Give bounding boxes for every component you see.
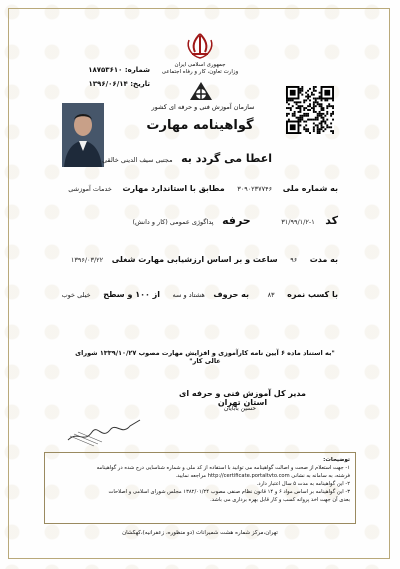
holder-name: مجتبی سیف الدینی خالقی xyxy=(102,156,173,164)
score-scale: از ۱۰۰ و سطح xyxy=(103,290,160,299)
director-name: حسین بابایان xyxy=(223,405,257,412)
certificate-title: گواهینامه مهارت xyxy=(146,118,254,133)
duration-suffix: ساعت و بر اساس ارزشیابی مهارت شغلی xyxy=(111,255,278,264)
trade-value: پداگوژی عمومی (کار و دانش) xyxy=(132,218,214,226)
code-value: ۱-۳۱/۹۹/۱/۲ xyxy=(281,218,315,226)
duration-value: ۹۶ xyxy=(290,256,298,264)
national-id-row xyxy=(68,184,338,193)
header-lines xyxy=(150,62,250,76)
skill-level: خیلی خوب xyxy=(61,291,91,299)
score-words-label: به حروف xyxy=(213,290,250,299)
date-value: ۱۳۹۶/۰۶/۱۴ xyxy=(88,80,128,88)
issue-date xyxy=(89,80,151,88)
legal-article: "به استناد ماده ۶ آیین نامه کارآموزی و افزایش مهارت مصوب ۱۳۳۹/۱۰/۲۷ شورای عالی کار" xyxy=(75,349,335,365)
iran-emblem-icon xyxy=(184,32,216,60)
notes-item: ۲- این گواهینامه به مدت ۵ سال اعتبار دارد. xyxy=(256,481,350,487)
serial-label: شماره: xyxy=(124,66,150,74)
notes-item: فرشته، به سامانه به نشانی http://certificate.portaltvto.com مراجعه نمایید. xyxy=(175,473,350,479)
signature-icon xyxy=(64,410,144,450)
qr-code-icon xyxy=(286,86,334,134)
notes-box xyxy=(44,452,356,524)
tvto-logo-icon xyxy=(188,80,214,104)
trade-label: حرفه xyxy=(222,214,251,227)
national-id-value: ۳۰۹۰۲۳۷۷۴۶ xyxy=(237,185,273,193)
serial-value: ۱۸۷۵۳۶۱۰ xyxy=(88,66,123,74)
organization-name: سازمان آموزش فنی و حرفه ای کشور xyxy=(151,103,255,111)
score-row xyxy=(62,290,338,299)
director-title: مدیر کل آموزش فنی و حرفه ای استان تهران xyxy=(179,389,306,407)
score-label: با کسب نمره xyxy=(287,290,338,299)
duration-row xyxy=(71,255,338,264)
header-line-country: جمهوری اسلامی ایران xyxy=(174,62,226,68)
serial-number xyxy=(88,66,150,74)
holder-photo xyxy=(62,103,104,167)
header-line-ministry: وزارت تعاون، کار و رفاه اجتماعی xyxy=(161,69,239,75)
granted-label: اعطا می گردد به xyxy=(181,152,272,165)
date-label: تاریخ: xyxy=(130,80,150,88)
national-id-label: به شماره ملی xyxy=(282,184,338,193)
evaluation-date: ۱۳۹۶/۰۳/۲۲ xyxy=(70,256,104,264)
code-row xyxy=(132,214,338,227)
granted-row xyxy=(102,152,272,165)
code-label: کد xyxy=(325,214,338,227)
center-address: تهران،مرکز شماره هشت شمیرانات (دو منظوره، زعفرانیه)،کهکشان xyxy=(122,530,278,536)
score-value: ۸۳ xyxy=(267,291,275,299)
standard-label: مطابق با استاندارد مهارت xyxy=(122,184,225,193)
notes-title: توضیحات: xyxy=(323,457,350,463)
notes-item: ۳- این گواهینامه بر اساس مواد ۶ و ۱۴ قانون نظام صنفی مصوب ۱۳۸۲/۰۱/۲۴ مجلس شورای اسلامی و اصلاحات xyxy=(108,489,350,495)
notes-item: ۱- جهت استعلام از صحت و اصالت گواهینامه می توانید با استفاده از کد ملی و شماره شناسایی درج شده در گواهینامه xyxy=(96,465,350,471)
duration-label: به مدت xyxy=(309,255,338,264)
standard-value: خدمات آموزشی xyxy=(68,185,112,193)
notes-item: بعدی آن جهت اخذ پروانه کسب و کار قابل بهره برداری می باشد. xyxy=(210,497,350,503)
score-words-value: هشتاد و سه xyxy=(172,291,205,299)
